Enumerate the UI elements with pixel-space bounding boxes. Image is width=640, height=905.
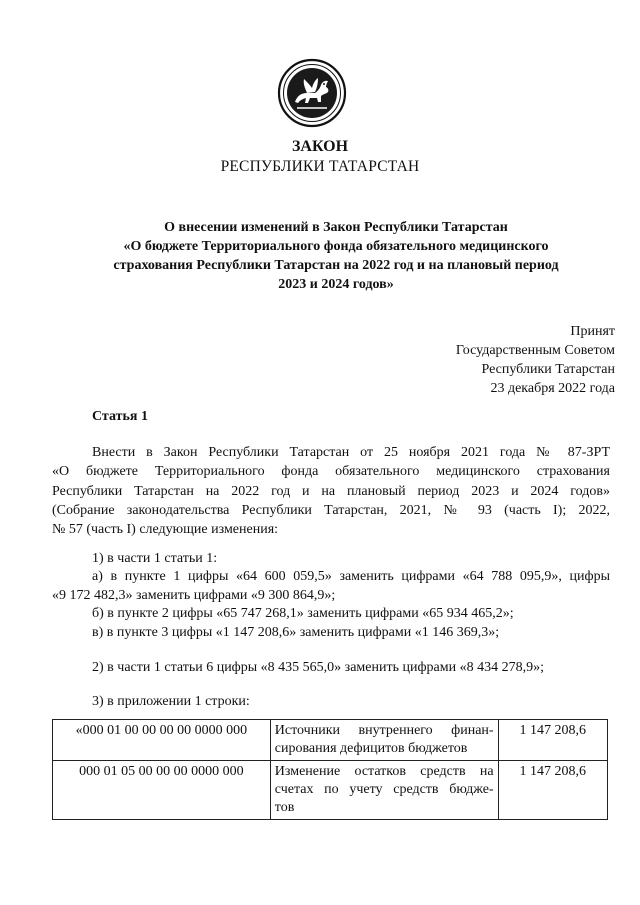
intro-line: № 57 (часть I) следующие изменения: — [52, 522, 279, 538]
law-subtitle: РЕСПУБЛИКИ ТАТАРСТАН — [220, 158, 420, 175]
adoption-block — [456, 322, 615, 398]
table-row — [53, 720, 608, 761]
article-intro — [52, 443, 610, 539]
intro-line: Внести в Закон Республики Татарстан от 25 ноября 2021 года № 87-ЗРТ — [92, 445, 610, 460]
row-amount: 1 147 208,6 — [498, 761, 607, 820]
item-2: 2) в части 1 статьи 6 цифры «8 435 565,0» заменить цифрами «8 434 278,9»; — [92, 660, 544, 675]
item-1a-line: а) в пункте 1 цифры «64 600 059,5» заменить цифрами «64 788 095,9», цифры — [92, 569, 610, 584]
article-title: Статья 1 — [92, 409, 148, 424]
row-code: 000 01 05 00 00 00 0000 000 — [53, 761, 271, 820]
row-amount: 1 147 208,6 — [498, 720, 607, 761]
row-code: «000 01 00 00 00 00 0000 000 — [53, 720, 271, 761]
item-1c: в) в пункте 3 цифры «1 147 208,6» заменить цифрами «1 146 369,3»; — [92, 625, 500, 640]
item-1a — [52, 567, 610, 606]
heading-line: «О бюджете Территориального фонда обязательного медицинского — [123, 239, 549, 254]
coat-of-arms-icon — [277, 58, 347, 128]
table-row — [53, 761, 608, 820]
law-heading — [68, 218, 604, 294]
adoption-line: Государственным Советом — [455, 343, 615, 358]
row-name: Изменение остатков средств на счетах по учету средств бюдже- тов — [270, 761, 498, 820]
item-1a-line: «9 172 482,3» заменить цифрами «9 300 864,9»; — [52, 588, 336, 604]
budget-rows-table — [52, 719, 608, 820]
item-1b: б) в пункте 2 цифры «65 747 268,1» заменить цифрами «65 934 465,2»; — [92, 606, 514, 621]
intro-line: Республики Татарстан на 2022 год и на плановый период 2023 и 2024 годов» — [52, 483, 610, 499]
adoption-date: 23 декабря 2022 года — [490, 381, 615, 396]
heading-line: 2023 и 2024 годов» — [278, 277, 394, 292]
intro-line: (Собрание законодательства Республики Татарстан, 2021, № 93 (часть I); 2022, — [52, 502, 610, 518]
item-3: 3) в приложении 1 строки: — [92, 694, 250, 709]
law-title: ЗАКОН — [291, 138, 349, 155]
heading-line: О внесении изменений в Закон Республики Татарстан — [164, 220, 508, 235]
item-1: 1) в части 1 статьи 1: — [92, 551, 218, 566]
adoption-line: Республики Татарстан — [481, 362, 615, 377]
heading-line: страхования Республики Татарстан на 2022 год и на плановый период — [113, 258, 559, 273]
row-name: Источники внутреннего финан- сирования дефицитов бюджетов — [270, 720, 498, 761]
adoption-line: Принят — [570, 324, 615, 339]
intro-line: «О бюджете Территориального фонда обязательного медицинского страхования — [52, 464, 610, 480]
